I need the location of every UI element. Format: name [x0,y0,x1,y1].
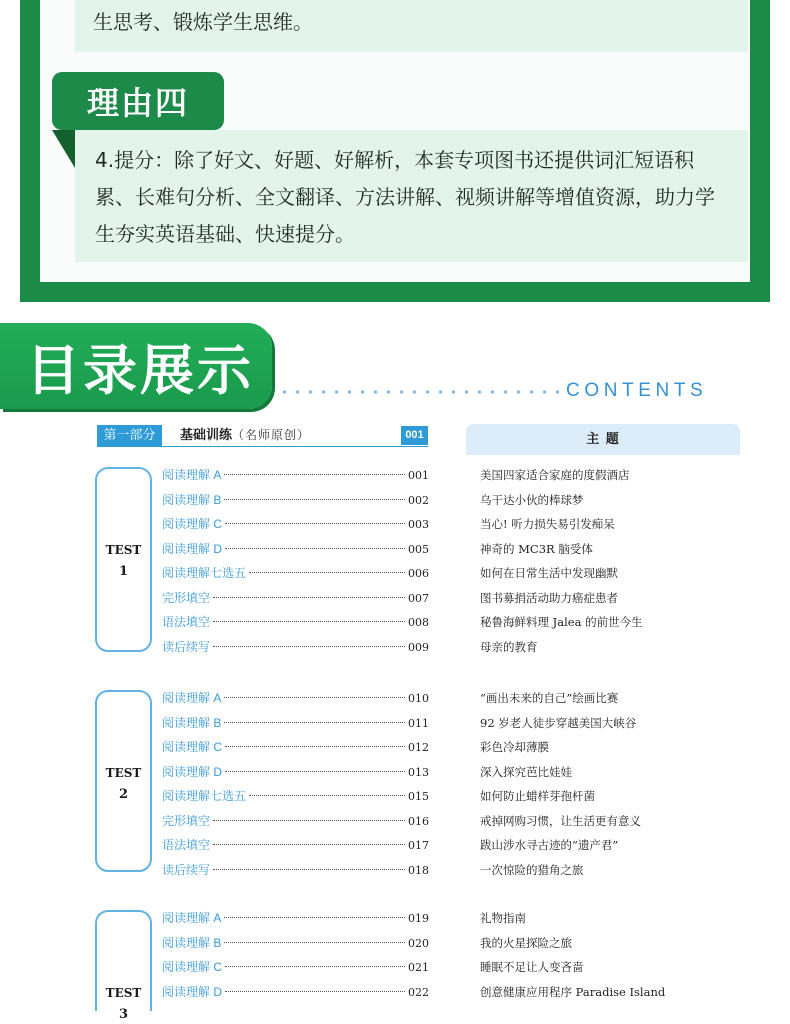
reason3-text: 生思考、锻炼学生思维。 [75,0,748,52]
part-title-text: 基础训练 [180,428,233,443]
topic: 我的火星探险之旅 [480,935,572,950]
test-number: 2 [118,787,129,802]
topic: 戒掉网购习惯，让生活更有意义 [480,813,641,828]
toc-row [162,909,428,927]
section-name: 语法填空 [162,615,211,629]
test-number: 1 [118,564,129,579]
page-number: 002 [408,493,429,507]
toc-row [162,613,428,631]
part-divider [97,446,428,447]
reason4-text: 4.提分：除了好文、好题、好解析，本套专项图书还提供词汇短语积累、长难句分析、全文翻译、方法讲解、视频讲解等增值资源，助力学生夯实英语基础、快速提分。 [75,130,748,262]
page-number: 019 [408,912,429,925]
leader-dots [225,966,405,967]
page-number: 021 [408,961,429,974]
toc-row [162,934,428,952]
page-number: 005 [408,542,429,556]
topic: “画出未来的自己”绘画比赛 [480,691,619,705]
toc-row [162,861,428,879]
leader-dots [213,869,405,870]
section-name: 阅读理解七选五 [162,789,247,803]
topic: 秘鲁海鲜料理 Jalea 的前世今生 [480,615,643,629]
topic: 神奇的 MC3R 脑受体 [480,541,593,556]
leader-dots [249,795,405,796]
topic: 彩色冷却薄膜 [480,740,549,754]
topic: 一次惊险的猎角之旅 [480,862,584,877]
topic: 睡眠不足让人变吝啬 [480,960,584,974]
page-number: 008 [408,616,429,629]
contents-title: 目录展示 [0,323,272,409]
leader-dots [213,597,405,598]
leader-dots [224,474,405,475]
test-label: TEST [105,766,142,780]
section-name: 阅读理解 A [162,468,222,482]
contents-english-label: CONTENTS [566,380,708,401]
leader-dots [249,572,405,573]
topic: 深入探究芭比娃娃 [480,764,572,779]
section-name: 阅读理解 A [162,911,222,925]
leader-dots [225,991,405,992]
part-note: （名师原创） [232,428,311,442]
leader-dots [224,942,405,943]
toc-row [162,763,428,781]
toc-row [162,983,428,1001]
leader-dots [213,646,405,647]
section-name: 读后续写 [162,639,211,654]
toc-row [162,589,428,607]
reason4-tab: 理由四 [52,72,224,130]
section-name: 语法填空 [162,838,211,852]
section-name: 阅读理解 B [162,935,222,950]
toc-row [162,958,428,976]
section-name: 阅读理解 D [162,984,223,999]
topic: 跋山涉水寻古迹的“遗产君” [480,838,619,852]
toc-row [162,540,428,558]
part-title [180,425,310,446]
section-name: 完形填空 [162,813,211,828]
toc-row [162,836,428,854]
page-number: 013 [408,765,429,779]
test-label: TEST [105,986,142,1000]
toc-row [162,787,428,805]
topic: 礼物指南 [480,911,526,925]
test-block [95,467,152,652]
section-name: 阅读理解七选五 [162,566,247,580]
leader-dots [224,499,405,500]
leader-dots [225,548,405,549]
leader-dots [224,697,405,698]
toc-row [162,491,428,509]
section-name: 阅读理解 B [162,492,222,507]
page-number: 015 [408,790,429,803]
section-name: 阅读理解 D [162,764,223,779]
toc-row [162,466,428,484]
topic: 乌干达小伙的棒球梦 [480,492,584,507]
page-number: 010 [408,692,429,705]
leader-dots [225,771,405,772]
toc-row [162,714,428,732]
toc-row [162,738,428,756]
leader-dots [224,722,405,723]
section-name: 读后续写 [162,862,211,877]
page-number: 006 [408,567,429,580]
leader-dots [213,820,405,821]
topic: 母亲的教育 [480,639,538,654]
section-name: 阅读理解 C [162,960,223,974]
leader-dots [213,844,405,845]
dotted-divider [278,388,560,396]
page-number: 007 [408,591,429,605]
toc-row [162,515,428,533]
topic: 如何防止蜡样芽孢杆菌 [480,789,595,803]
section-name: 阅读理解 C [162,517,223,531]
toc-row [162,564,428,582]
toc-row [162,812,428,830]
leader-dots [225,523,405,524]
section-name: 阅读理解 C [162,740,223,754]
leader-dots [213,621,405,622]
topic: 92 岁老人徒步穿越美国大峡谷 [480,715,637,730]
section-name: 阅读理解 B [162,715,222,730]
page-number: 003 [408,518,429,531]
page-number: 001 [408,469,429,482]
page-number: 009 [408,640,429,654]
page-number: 011 [408,716,429,730]
page-number: 017 [408,839,429,852]
topic-column-header: 主 题 [466,424,740,455]
leader-dots [225,746,405,747]
toc-row [162,689,428,707]
toc-row [162,638,428,656]
test-number: 3 [118,1007,129,1022]
topic: 图书募捐活动助力癌症患者 [480,590,618,605]
page-number: 022 [408,985,429,999]
section-name: 完形填空 [162,590,211,605]
section-name: 阅读理解 A [162,691,222,705]
topic: 如何在日常生活中发现幽默 [480,566,618,580]
part-label: 第一部分 [97,425,162,446]
page-number: 012 [408,741,429,754]
page-number: 018 [408,863,429,877]
part-page-number: 001 [401,426,428,445]
section-name: 阅读理解 D [162,541,223,556]
topic: 创意健康应用程序 Paradise Island [480,984,666,999]
test-label: TEST [105,543,142,557]
leader-dots [224,917,405,918]
topic: 美国四家适合家庭的度假酒店 [480,468,630,482]
topic: 当心! 听力损失易引发痴呆 [480,517,615,531]
page-number: 020 [408,936,429,950]
page-number: 016 [408,814,429,828]
reason4-tab-fold [52,130,75,168]
